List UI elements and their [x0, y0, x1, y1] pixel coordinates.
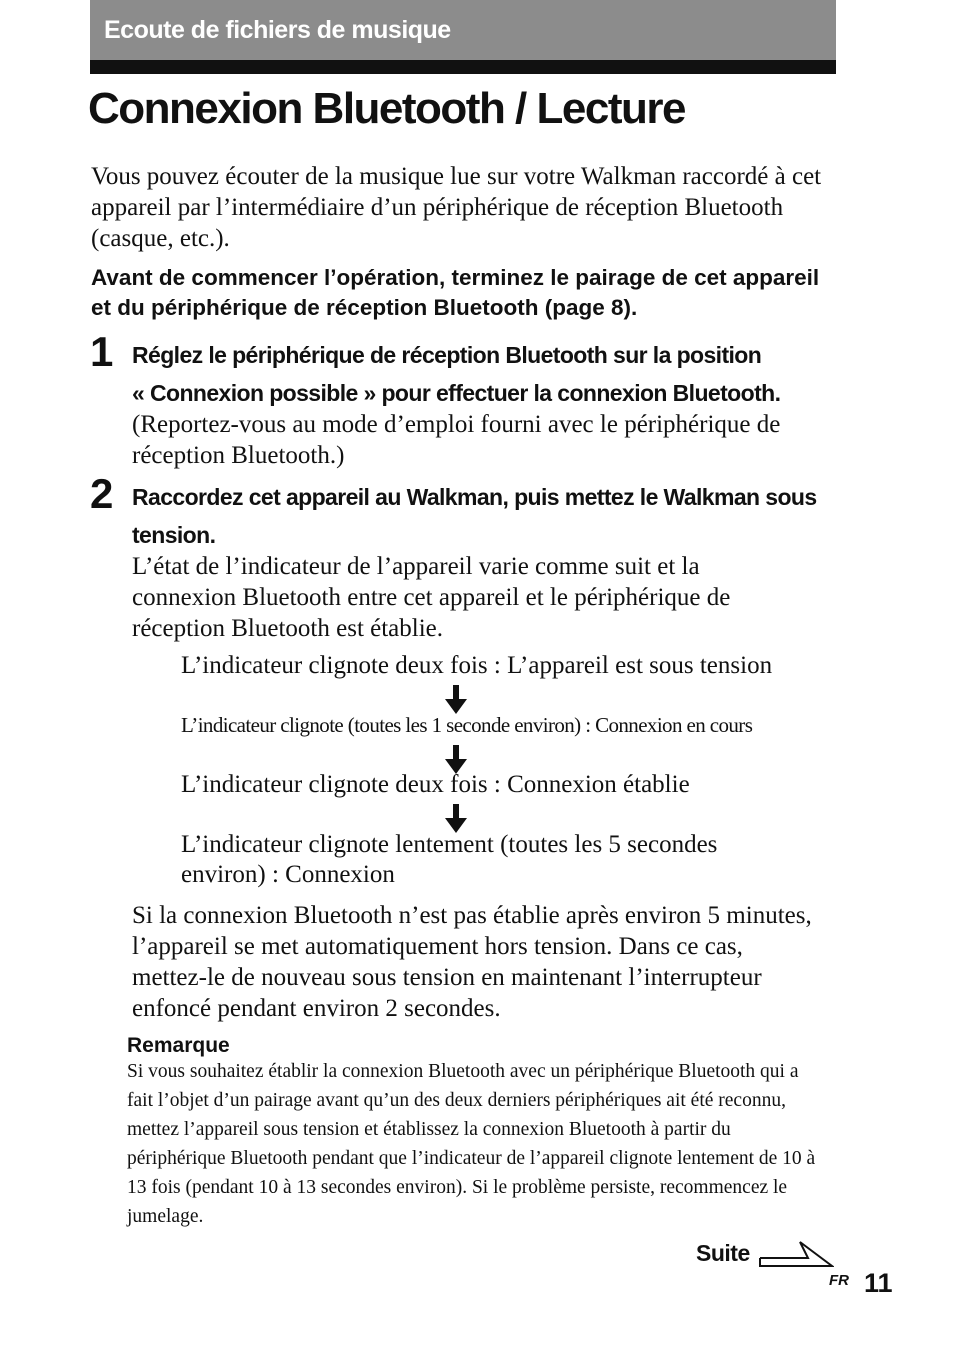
continue-label: Suite — [696, 1240, 750, 1266]
language-code: FR — [829, 1272, 849, 1289]
auto-off-paragraph: Si la connexion Bluetooth n’est pas établie après environ 5 minutes, l’appareil se met automatiquement hors tension. Dans ce cas, mettez-le de nouveau sous tension en maintenant l’interrupteur enfoncé pendant environ 2 secondes. — [132, 902, 812, 1022]
prerequisite-note: Avant de commencer l’opération, terminez le pairage de cet appareil et du périphérique de réception Bluetooth (page 8). — [91, 265, 820, 320]
down-arrow-icon — [444, 685, 468, 715]
flow-state-1: L’indicateur clignote deux fois : L’appareil est sous tension — [181, 652, 773, 679]
continue-arrow-icon — [758, 1238, 834, 1270]
step-2-heading-line2: tension. — [132, 522, 216, 548]
section-header-bar — [90, 0, 836, 60]
flow-state-4: L’indicateur clignote lentement (toutes les 5 secondes environ) : Connexion — [181, 831, 718, 888]
header-rule — [90, 60, 836, 74]
step-1-heading-line1: Réglez le périphérique de réception Bluetooth sur la position — [132, 342, 762, 368]
section-title: Ecoute de fichiers de musique — [104, 16, 451, 44]
step-1-heading-line2: « Connexion possible » pour effectuer la connexion Bluetooth. — [132, 380, 781, 406]
step-1-number: 1 — [90, 328, 114, 375]
intro-paragraph: Vous pouvez écouter de la musique lue sur votre Walkman raccordé à cet appareil par l’intermédiaire d’un périphérique de réception Bluetooth (casque, etc.). — [91, 163, 822, 252]
note-body: Si vous souhaitez établir la connexion Bluetooth avec un périphérique Bluetooth qui a fait l’objet d’un pairage avant qu’un des deux derniers périphériques ait été reconnu, mettez l’appareil sous tension et établissez la connexion Bluetooth à partir du périphérique Bluetooth pendant que l’indicateur de l’appareil clignote lentement de 10 à 13 fois (pendant 10 à 13 secondes environ). Si le problème persiste, recommencez le jumelage. — [127, 1061, 816, 1227]
page-title: Connexion Bluetooth / Lecture — [88, 84, 685, 133]
flow-state-3: L’indicateur clignote deux fois : Connexion établie — [181, 771, 690, 798]
step-1-body: (Reportez-vous au mode d’emploi fourni avec le périphérique de réception Bluetooth.) — [132, 411, 781, 469]
step-2-body: L’état de l’indicateur de l’appareil varie comme suit et la connexion Bluetooth entre cet appareil et le périphérique de réception Bluetooth est établie. — [132, 553, 731, 642]
note-title: Remarque — [127, 1034, 230, 1057]
page-number: 11 — [864, 1268, 893, 1298]
flow-state-2: L’indicateur clignote (toutes les 1 seconde environ) : Connexion en cours — [181, 713, 753, 737]
step-2-heading-line1: Raccordez cet appareil au Walkman, puis mettez le Walkman sous — [132, 484, 817, 510]
step-2-number: 2 — [90, 470, 114, 517]
